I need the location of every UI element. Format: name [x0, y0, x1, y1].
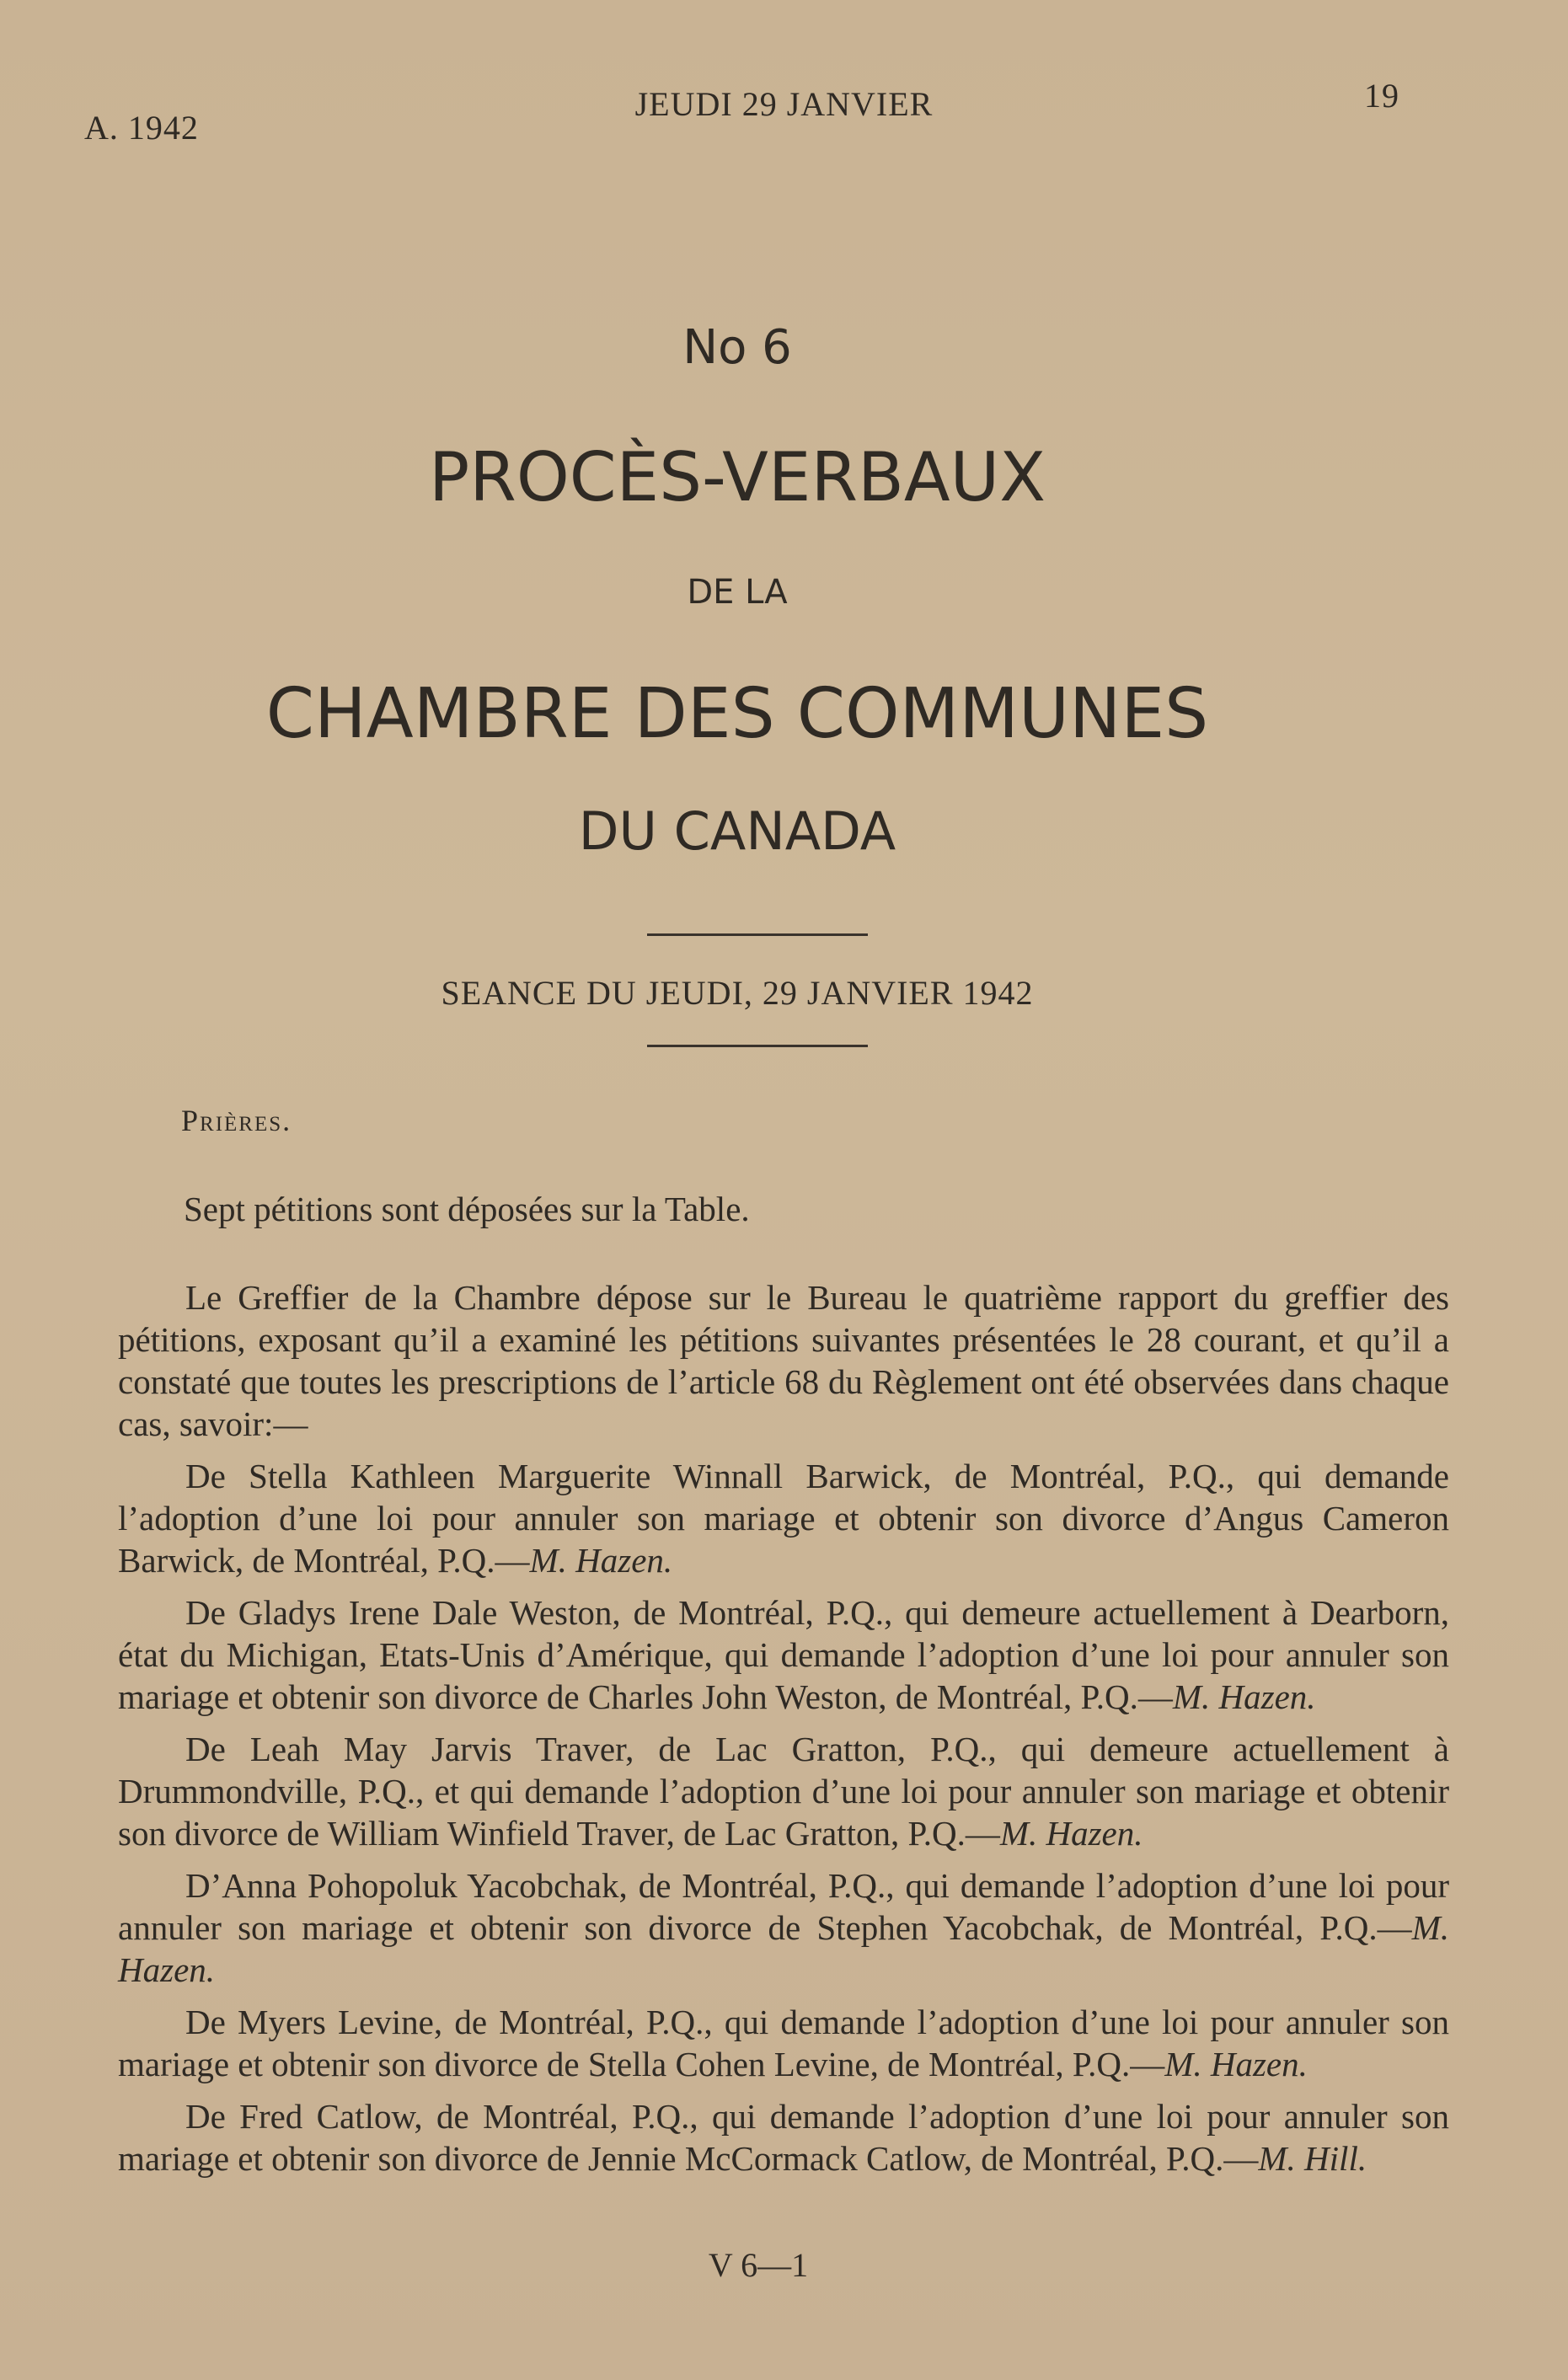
member-name: M. Hazen.	[529, 1541, 673, 1580]
petition-text: De Fred Catlow, de Montréal, P.Q., qui demande l’adoption d’une loi pour annuler son mariage et obtenir son divorce de Jennie McCormack Catlow, de Montréal, P.Q.—	[118, 2097, 1449, 2178]
divider-bottom	[647, 1045, 868, 1047]
member-name: M. Hazen.	[118, 1908, 1449, 1989]
title-main: PROCÈS-VERBAUX	[429, 438, 1046, 516]
prayers-heading: Prières.	[181, 1104, 292, 1137]
title-de-la: DE LA	[687, 573, 788, 612]
header-year: A. 1942	[84, 109, 199, 147]
member-name: M. Hill.	[1258, 2139, 1367, 2178]
page-number: 19	[1364, 77, 1399, 115]
petition-paragraph	[118, 1728, 1449, 1854]
petition-text: De Stella Kathleen Marguerite Winnall Barwick, de Montréal, P.Q., qui demande l’adoption d’une loi pour annuler son mariage et obtenir son divorce d’Angus Cameron Barwick, de Montréal, P.Q.—	[118, 1457, 1449, 1580]
petition-paragraph	[118, 1864, 1449, 1991]
petition-paragraph	[118, 1591, 1449, 1718]
signature-mark: V 6—1	[708, 2246, 809, 2284]
sitting-heading: SEANCE DU JEUDI, 29 JANVIER 1942	[441, 974, 1034, 1012]
petition-paragraph	[118, 2001, 1449, 2085]
petition-text: D’Anna Pohopoluk Yacobchak, de Montréal, P.Q., qui demande l’adoption d’une loi pour annuler son mariage et obtenir son divorce de Stephen Yacobchak, de Montréal, P.Q.—	[118, 1866, 1449, 1947]
report-paragraph: Le Greffier de la Chambre dépose sur le Bureau le quatrième rapport du greffier des pétitions, exposant qu’il a examiné les pétitions suivantes présentées le 28 courant, et qu’il a constaté que toutes les prescriptions de l’article 68 du Règlement ont été observées dans chaque cas, savoir:—	[118, 1278, 1449, 1443]
title-house: CHAMBRE DES COMMUNES	[265, 674, 1209, 754]
petition-paragraph	[118, 2095, 1449, 2179]
petition-text: De Myers Levine, de Montréal, P.Q., qui demande l’adoption d’une loi pour annuler son mariage et obtenir son divorce de Stella Cohen Levine, de Montréal, P.Q.—	[118, 2003, 1449, 2083]
divider-top	[647, 933, 868, 936]
petition-text: De Leah May Jarvis Traver, de Lac Gratton, P.Q., qui demeure actuellement à Drummondville, P.Q., et qui demande l’adoption d’une loi pour annuler son mariage et obtenir son divorce de William Winfield Traver, de Lac Gratton, P.Q.—	[118, 1730, 1449, 1853]
document-body	[118, 1276, 1449, 2190]
petitions-filed-note: Sept pétitions sont déposées sur la Table.	[184, 1190, 750, 1228]
member-name: M. Hazen.	[1172, 1677, 1316, 1716]
petition-paragraph	[118, 1455, 1449, 1581]
member-name: M. Hazen.	[1164, 2045, 1308, 2083]
issue-number: No 6	[682, 320, 792, 375]
title-country: DU CANADA	[578, 800, 896, 862]
header-date: JEUDI 29 JANVIER	[634, 85, 934, 123]
petition-text: De Gladys Irene Dale Weston, de Montréal, P.Q., qui demeure actuellement à Dearborn, état du Michigan, Etats-Unis d’Amérique, qui demande l’adoption d’une loi pour annuler son mariage et obtenir son divorce de Charles John Weston, de Montréal, P.Q.—	[118, 1593, 1449, 1716]
member-name: M. Hazen.	[999, 1814, 1143, 1853]
